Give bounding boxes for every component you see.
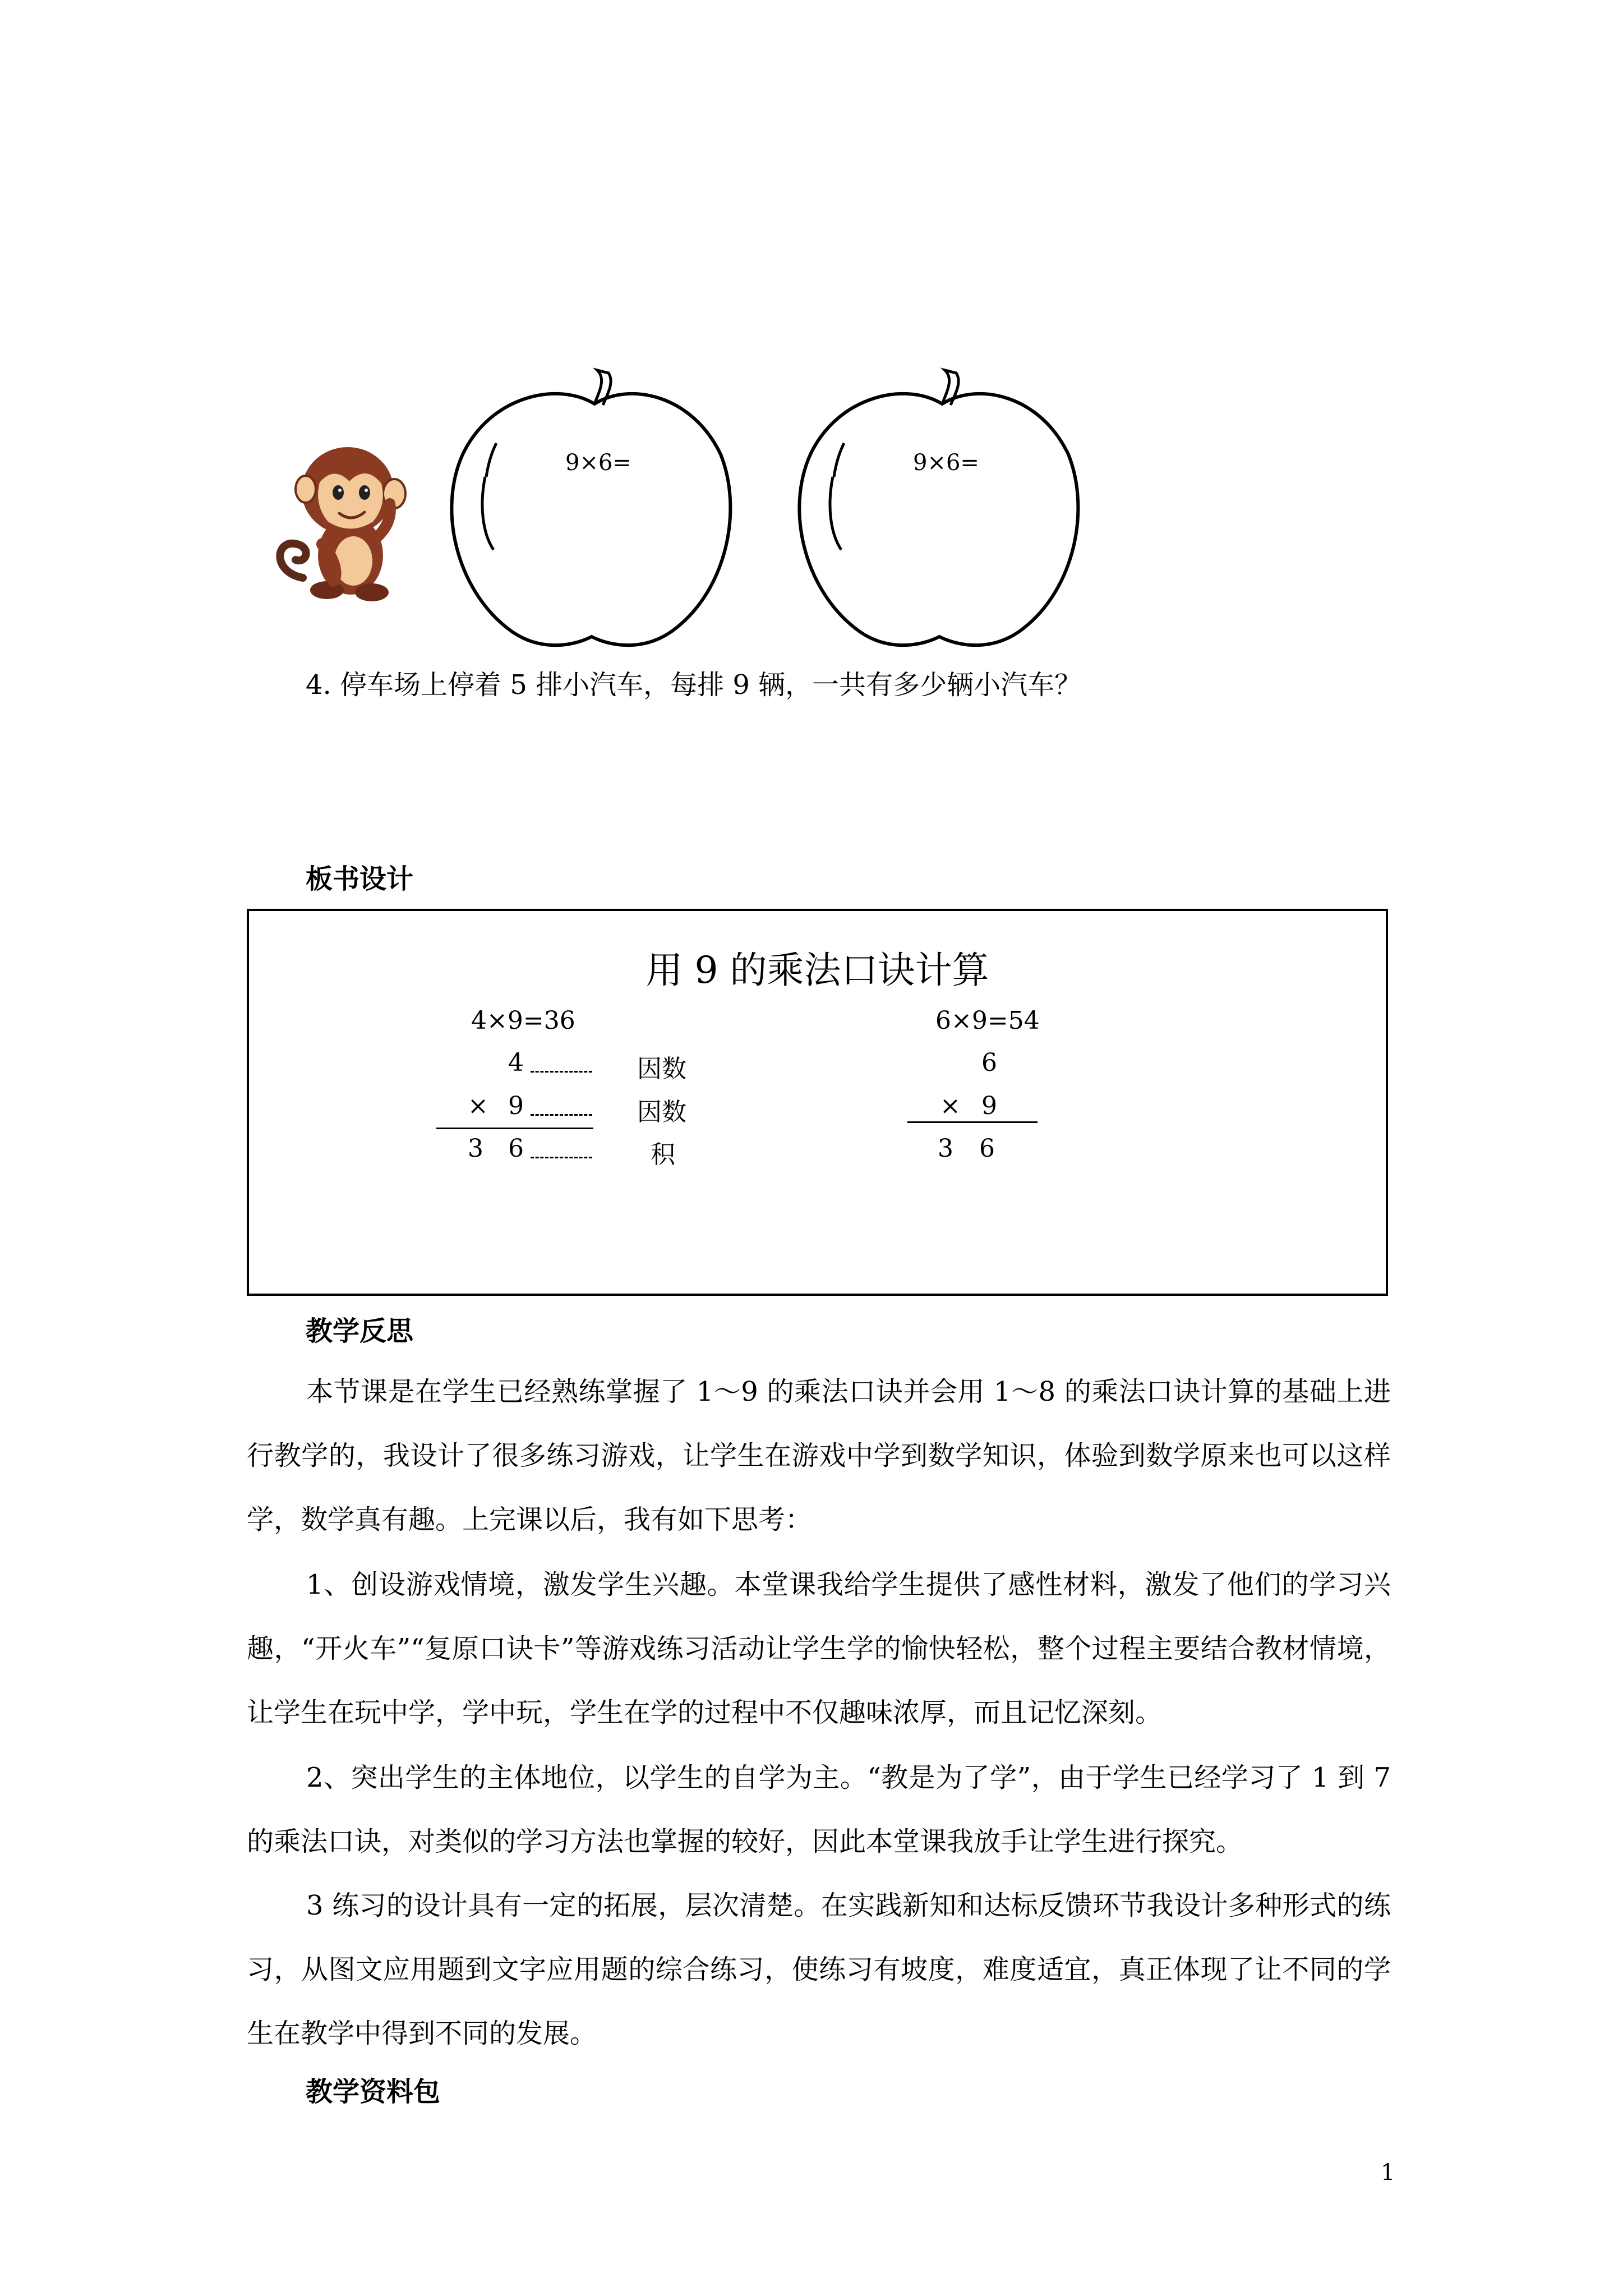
resources-heading: 教学资料包	[306, 2076, 441, 2108]
right-row2-digit: 9	[981, 1092, 997, 1120]
right-row1-digit: 6	[981, 1048, 997, 1077]
left-row2-label: 因数	[637, 1098, 686, 1126]
reflection-paragraph-2: 1、创设游戏情境，激发学生兴趣。本堂课我给学生提供了感性材料，激发了他们的学习兴趣，“开火车”“复原口诀卡”等游戏练习活动让学生学的愉快轻松，整个过程主要结合教材情境，让学生在玩中学，学中玩，学生在学的过程中不仅趣味浓厚，而且记忆深刻。	[247, 1569, 1391, 1728]
page-number: 1	[1381, 2160, 1395, 2185]
question-4: 4. 停车场上停着 5 排小汽车，每排 9 辆，一共有多少辆小汽车？	[306, 669, 1082, 701]
reflection-heading: 教学反思	[306, 1315, 414, 1347]
right-equation: 6×9=54	[935, 1006, 1040, 1035]
left-row2-dash	[531, 1114, 592, 1116]
left-row2-sign: ×	[468, 1092, 488, 1120]
left-row2-digit: 9	[508, 1092, 524, 1120]
board-design-heading: 板书设计	[306, 863, 414, 895]
board-design-box	[247, 909, 1388, 1296]
reflection-paragraph-4: 3 练习的设计具有一定的拓展，层次清楚。在实践新知和达标反馈环节我设计多种形式的练习，从图文应用题到文字应用题的综合练习，使练习有坡度，难度适宜，真正体现了让不同的学生在教学中得到不同的发展。	[247, 1890, 1391, 2049]
left-row1-digit: 4	[508, 1048, 524, 1077]
board-title: 用 9 的乘法口诀计算	[645, 949, 989, 992]
right-row2-sign: ×	[940, 1092, 961, 1120]
left-sum-line	[436, 1128, 593, 1129]
monkey-illustration	[272, 438, 418, 606]
right-row3-d1: 3	[938, 1134, 953, 1163]
right-sum-line	[907, 1121, 1038, 1123]
left-row3-d2: 6	[508, 1134, 524, 1163]
left-equation: 4×9=36	[471, 1006, 575, 1035]
reflection-paragraph-3: 2、突出学生的主体地位，以学生的自学为主。“教是为了学”，由于学生已经学习了 1 到 7 的乘法口诀，对类似的学习方法也掌握的较好，因此本堂课我放手让学生进行探究。	[247, 1762, 1391, 1857]
left-row3-dash	[531, 1157, 592, 1158]
right-row3-d2: 6	[979, 1134, 995, 1163]
apple-right	[788, 365, 1091, 662]
reflection-paragraph-1: 本节课是在学生已经熟练掌握了 1～9 的乘法口诀并会用 1～8 的乘法口诀计算的基础上进行教学的，我设计了很多练习游戏，让学生在游戏中学到数学知识，体验到数学原来也可以这样学，数学真有趣。上完课以后，我有如下思考：	[247, 1376, 1391, 1535]
left-row3-d1: 3	[468, 1134, 483, 1163]
apple-left-equation: 9×6=	[565, 450, 631, 476]
apple-left	[440, 365, 743, 662]
left-row3-label: 积	[651, 1140, 675, 1169]
apple-right-equation: 9×6=	[913, 450, 979, 476]
left-row1-label: 因数	[637, 1055, 686, 1083]
left-row1-dash	[531, 1071, 592, 1073]
